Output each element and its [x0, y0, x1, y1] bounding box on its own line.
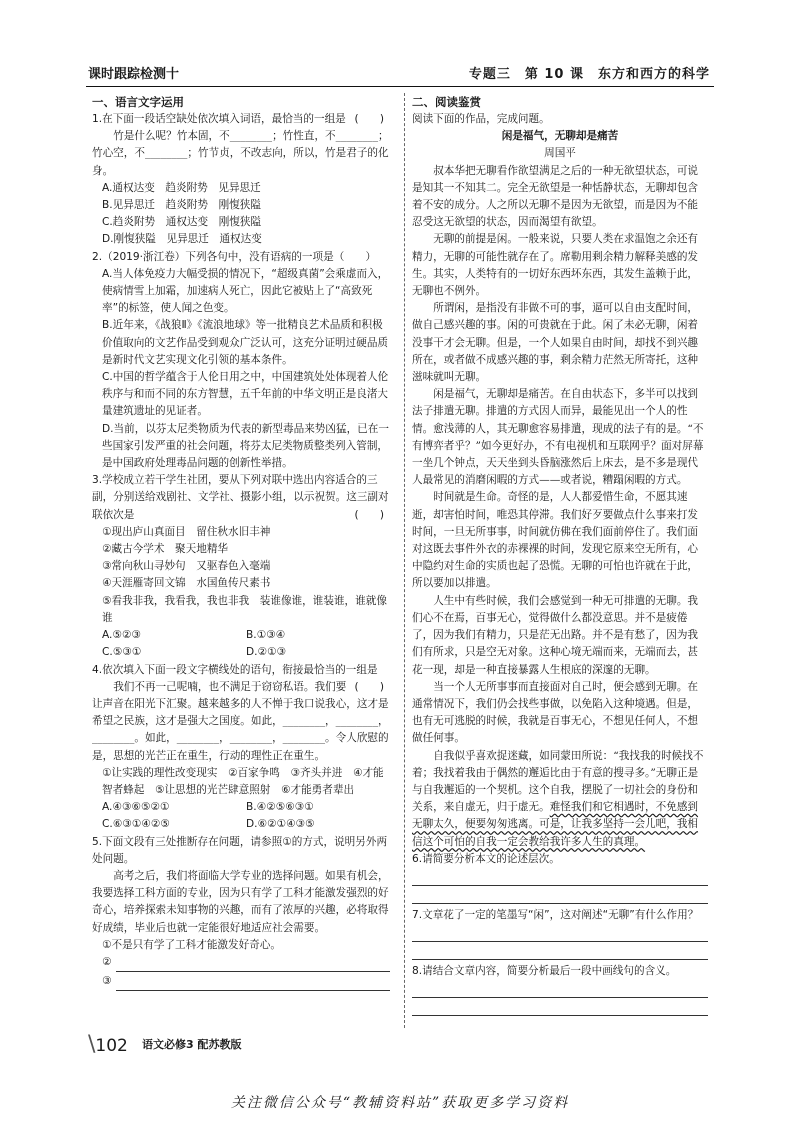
q5-answer-1: ①不是只有学了工科才能激发好奇心。	[102, 938, 281, 951]
q7-stem: 7.文章花了一定的笔墨写“闲”，这对阐述“无聊”有什么作用？	[412, 908, 699, 921]
article-paragraph: 无聊的前提是闲。一般来说，只要人类在求温饱之余还有精力，无聊的可能性就存在了。席勒用剩余精力解释美感的发生。其实，人类特有的一切好东西坏东西，其发生盖赖于此，无聊也不例外。	[412, 233, 699, 298]
column-divider	[404, 93, 405, 1028]
q3-option: B.①③④	[246, 629, 286, 642]
q3-paren: ( )	[354, 508, 384, 521]
last-paragraph-text: 自我似乎喜欢捉迷藏，如同蒙田所说：“我找我的时候找不着；我找着我由于偶然的邂逅比由于有意的搜寻多。”无聊正是与自我邂逅的一个契机。这个自我，摆脱了一切社会的身份和关系，来自虚无，归于虚无。	[412, 749, 704, 814]
q2-option: C.中国的哲学蕴含于人伦日用之中，中国建筑处处体现着人伦秩序与和而不同的东方智慧，五千年前的中华文明正是良渚大量建筑遗址的见证者。	[102, 371, 389, 418]
q2-option: D.当前，以芬太尼类物质为代表的新型毒品来势凶猛，已在一些国家引发严重的社会问题，将芬太尼类物质整类列入管制，是中国政府处理毒品问题的创新性举措。	[102, 422, 389, 470]
right-column	[412, 93, 708, 1017]
question-4	[92, 662, 390, 834]
section-title-1: 一、语言文字运用	[92, 95, 184, 109]
q4-option: C.⑥③①④②⑤	[102, 818, 170, 831]
q3-item: ⑤看我非我，我看我，我也非我 装谁像谁，谁装谁，谁就像谁	[102, 594, 387, 624]
page-number	[88, 1032, 128, 1057]
article-author: 周国平	[544, 147, 576, 160]
q4-option: D.⑥②①④③⑤	[246, 818, 315, 831]
article-paragraph: 当一个人无所事事而直接面对自己时，便会感到无聊。在通常情况下，我们仍会找些事做，以免陷入这种境遇。但是，也有无可逃脱的时候，我就是百事无心，不想见任何人，不想做任何事。	[412, 680, 699, 745]
question-8	[412, 963, 708, 1016]
q4-stem: 4.依次填入下面一段文字横线处的语句，衔接最恰当的一组是	[92, 663, 378, 676]
reading-intro: 阅读下面的作品，完成问题。	[412, 113, 550, 125]
q3-stem: 3.学校成立若干学生社团，要从下列对联中选出内容适合的三副，分别送给戏剧社、文学社、摄影小组，以示祝贺。这三副对联依次是	[92, 474, 389, 521]
q4-option: B.④②⑤⑥③①	[246, 801, 314, 814]
q1-option: A.通权达变 趋炎附势 见异思迁	[102, 181, 261, 194]
article-paragraph: 时间就是生命。奇怪的是，人人都爱惜生命，不愿其速逝，却害怕时间，唯恐其停滞。我们好歹要做点什么事来打发时间，一旦无所事事，时间就仿佛在我们面前停住了。我们面对这既去事件外衣的赤裸裸的时间，发现它原来空无所有，心中隐约对生命的实质也起了恐慌。无聊的可怕也许就在于此，所以要加以排遣。	[412, 491, 699, 590]
q1-option: B.见异思迁 趋炎附势 刚愎狭隘	[102, 199, 261, 212]
q3-item: ①现出庐山真面目 留住秋水旧丰神	[102, 525, 271, 538]
q5-label-3: ③	[102, 974, 112, 987]
q6-answer-line[interactable]	[412, 869, 708, 886]
q3-item: ③常向秋山寻妙句 又驱春色入毫端	[102, 560, 271, 573]
question-1	[92, 111, 390, 249]
page-slash-mark: \	[88, 1032, 96, 1057]
q5-answer-line-3[interactable]	[116, 974, 390, 991]
q5-label-2: ②	[102, 955, 112, 968]
article-paragraph: 叔本华把无聊看作欲望满足之后的一种无欲望状态，可说是知其一不知其二。完全无欲望是一种恬静状态，无聊却包含着不安的成分。人之所以无聊不是因为无欲望，而是因为不能忍受这无欲望的状态，因而渴望有欲望。	[412, 164, 699, 229]
q1-option: D.刚愎狭隘 见异思迁 通权达变	[102, 233, 262, 246]
left-column	[92, 93, 390, 992]
q5-answer-line-2[interactable]	[116, 955, 390, 972]
q4-passage: 我们不再一己呢喃，也不满足于窃窃私语。我们要让声音在阳光下汇聚。越来越多的人不惮于我口说我心，这才是希望之民族，这才是强大之国度。如此，________，________，________。如此，________，________，________。令人欣慰的是，思想的光芒正在重生，行动的理性正在重生。	[92, 680, 389, 762]
article-paragraph: 人生中有些时候，我们会感觉到一种无可排遣的无聊。我们心不在焉，百事无心，觉得做什么都没意思。并不是疲倦了，因为我们有精力，只是茫无出路。并不是有愁了，因为我们有所求，只是空无对象。这种心境无端而来，无端而去，甚花一现，却是一种直接暴露人生根底的深邃的无聊。	[412, 594, 699, 676]
question-6	[412, 851, 708, 904]
q2-stem: 2.（2019·浙江卷）下列各句中，没有语病的一项是（ ）	[92, 250, 377, 263]
header-right: 专题三 第 10 课 东方和西方的科学	[468, 67, 710, 82]
q1-paren: ( )	[354, 113, 384, 125]
q5-stem: 5.下面文段有三处推断存在问题，请参照①的方式，说明另外两处问题。	[92, 835, 388, 865]
question-3	[92, 472, 390, 661]
q3-item: ②藏古今学术 聚天地精华	[102, 543, 229, 556]
q4-option: A.④③⑥⑤②①	[102, 801, 170, 814]
q2-option: A.当人体免疫力大幅受损的情况下，“超级真菌”会乘虚而入，使病情雪上加霜，加速病人死亡，因此它被贴上了“高致死率”的标签，使人闻之色变。	[102, 267, 389, 315]
q8-answer-line[interactable]	[412, 981, 708, 998]
q8-answer-line[interactable]	[412, 999, 708, 1016]
article-paragraph: 所谓闲，是指没有非做不可的事，逼可以自由支配时间，做自己感兴趣的事。闲的可贵就在于此。闲了未必无聊，闲着没事干才会无聊。但是，一个人如果自由时间，却找不到兴趣所在，或者做不成感兴趣的事，剩余精力茫然无所寄托，这种滋味就叫无聊。	[412, 302, 699, 384]
q6-stem: 6.请简要分析本文的论述层次。	[412, 852, 560, 865]
q3-option: A.⑤②③	[102, 629, 141, 642]
article-title: 闲是福气，无聊却是痛苦	[501, 130, 619, 143]
header-rule	[86, 86, 714, 87]
q6-answer-line[interactable]	[412, 887, 708, 904]
question-2	[92, 249, 390, 473]
q3-option: C.⑤③①	[102, 646, 142, 659]
book-title: 语文必修3 配苏教版	[142, 1038, 242, 1051]
q1-option: C.趋炎附势 通权达变 刚愎狭隘	[102, 216, 262, 229]
q2-option: B.近年来，《战狼Ⅱ》《流浪地球》等一批精良艺术品质和积极价值取向的文艺作品受到观众广泛认可，这充分证明过硬品质是新时代文艺实现文化引领的基本条件。	[102, 319, 389, 366]
underlined-sentence: 难怪我们和它相遇时，不免感到无聊太久，便要匆匆逃离。可是，让我多坚持一会儿吧，我相信这个可怕的自我一定会教给我许多人生的真理。	[412, 801, 699, 848]
question-7	[412, 907, 708, 960]
article-paragraph: 闲是福气，无聊却是痛苦。在自由状态下，多半可以找到法子排遣无聊。排遣的方式因人而异，最能见出一个人的性情。愈浅薄的人，其无聊愈容易排遣，现成的法子有的是。“不有博弈者乎？”如今更好办，不有电视机和互联网乎？面对屏幕一坐几个钟点，天天坐到头昏脑涨然后上床去，是不多是现代人最常见的消磨闲暇的方式——或者说，糟蹋闲暇的方式。	[412, 388, 704, 487]
q5-passage: 高考之后，我们将面临大学专业的选择问题。如果有机会，我要选择工科方面的专业，因为只有学了工科才能激发强烈的好奇心，培养探索未知事物的兴趣，而有了浓厚的兴趣，必将取得好成绩，毕业后也就一定能很好地适应社会需要。	[92, 869, 389, 934]
q7-answer-line[interactable]	[412, 925, 708, 942]
q4-items: ①让实践的理性改变现实 ②百家争鸣 ③齐头并进 ④才能智者蜂起 ⑤让思想的光芒肆意照射 ⑥才能勇者辈出	[102, 766, 384, 796]
q1-passage: 竹是什么呢？竹本固，不________；竹性直，不________；竹心空，不________；竹节贞，不改志向，所以，竹是君子的化身。	[92, 130, 389, 177]
q3-option: D.②①③	[246, 646, 287, 659]
q4-paren: ( )	[354, 680, 384, 693]
watermark-footer: 关注微信公众号“教辅资料站”获取更多学习资料	[230, 1095, 570, 1111]
question-5	[92, 834, 390, 992]
page-number-text: 102	[95, 1036, 128, 1056]
header-left: 课时跟踪检测十	[88, 67, 180, 82]
q8-stem: 8.请结合文章内容，简要分析最后一段中画线句的含义。	[412, 965, 677, 978]
section-title-2: 二、阅读鉴赏	[412, 95, 481, 109]
q1-stem: 1.在下面一段话空缺处依次填入词语，最恰当的一组是	[92, 113, 346, 125]
q7-answer-line[interactable]	[412, 943, 708, 960]
article-last-paragraph	[412, 748, 708, 851]
q3-item: ④天涯雁寄回文锦 水国鱼传尺素书	[102, 577, 271, 590]
